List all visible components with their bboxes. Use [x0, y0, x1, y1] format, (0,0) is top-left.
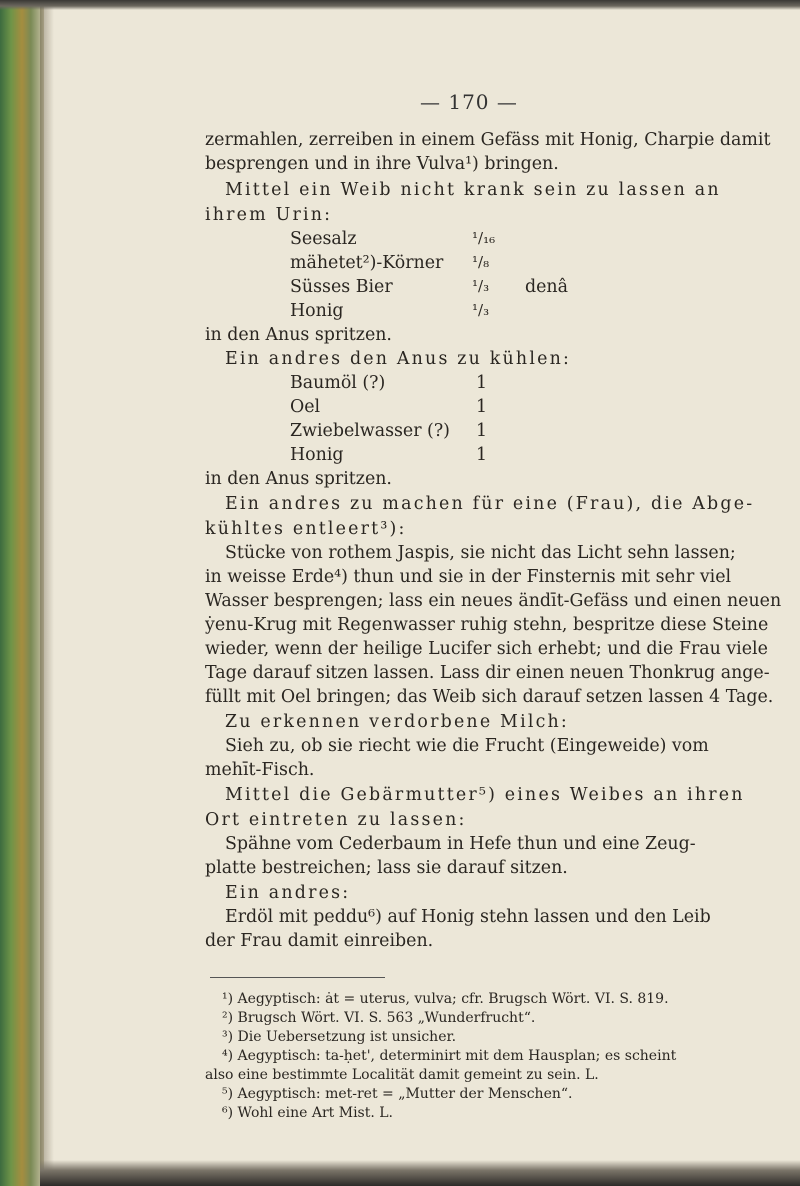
ingredient-name: Süsses Bier — [290, 277, 393, 297]
text-line: zermahlen, zerreiben in einem Gefäss mit Honig, Charpie damit — [205, 130, 771, 150]
ingredient-name: Honig — [290, 301, 344, 321]
text-line: füllt mit Oel bringen; das Weib sich darauf setzen lassen 4 Tage. — [205, 687, 774, 707]
recipe-heading: Mittel ein Weib nicht krank sein zu lassen an — [225, 180, 721, 200]
footnote: ³) Die Uebersetzung ist unsicher. — [222, 1029, 457, 1045]
ingredient-qty: ¹/₃ — [472, 277, 490, 295]
ingredient-qty: 1 — [476, 397, 488, 417]
ingredient-name: Zwiebelwasser (?) — [290, 421, 450, 441]
recipe-heading: Mittel die Gebärmutter⁵) eines Weibes an ihren — [225, 785, 745, 805]
ingredient-name: Baumöl (?) — [290, 373, 386, 393]
text-line: besprengen und in ihre Vulva¹) bringen. — [205, 154, 559, 174]
ingredient-qty: ¹/₈ — [472, 253, 490, 271]
text-line: in den Anus spritzen. — [205, 469, 392, 489]
recipe-heading: Zu erkennen verdorbene Milch: — [225, 712, 569, 732]
text-line: Erdöl mit peddu⁶) auf Honig stehn lassen und den Leib — [225, 907, 711, 927]
ingredient-qty: 1 — [476, 373, 488, 393]
ingredient-name: Oel — [290, 397, 321, 417]
text-line: Sieh zu, ob sie riecht wie die Frucht (Eingeweide) vom — [225, 736, 709, 756]
ingredient-name: Seesalz — [290, 229, 357, 249]
footnote: ⁴) Aegyptisch: ta-ḥet', determinirt mit dem Hausplan; es scheint — [222, 1048, 677, 1064]
text-line: in weisse Erde⁴) thun und sie in der Finsternis mit sehr viel — [205, 567, 732, 587]
text-line: wieder, wenn der heilige Lucifer sich erhebt; und die Frau viele — [205, 639, 768, 659]
text-line: mehīt-Fisch. — [205, 760, 315, 780]
footnote: ⁵) Aegyptisch: met-ret = „Mutter der Menschen“. — [222, 1086, 573, 1102]
text-line: ẏenu-Krug mit Regenwasser ruhig stehn, bespritze diese Steine — [205, 615, 769, 635]
text-line: Wasser besprengen; lass ein neues ändīt-Gefäss und einen neuen — [205, 591, 782, 611]
recipe-heading: Ein andres zu machen für eine (Frau), die Abge- — [225, 494, 755, 514]
text-line: platte bestreichen; lass sie darauf sitzen. — [205, 858, 568, 878]
text-line: Spähne vom Cederbaum in Hefe thun und eine Zeug- — [225, 834, 696, 854]
page-number: — 170 — — [420, 90, 518, 114]
ingredient-note: denâ — [525, 277, 568, 297]
footnote-divider — [210, 977, 385, 978]
footnote: ²) Brugsch Wört. VI. S. 563 „Wunderfrucht“. — [222, 1010, 536, 1026]
ingredient-name: mähetet²)-Körner — [290, 253, 444, 273]
recipe-heading: Ein andres den Anus zu kühlen: — [225, 349, 572, 369]
recipe-heading: Ein andres: — [225, 883, 351, 903]
text-line: der Frau damit einreiben. — [205, 931, 434, 951]
text-line: Tage darauf sitzen lassen. Lass dir einen neuen Thonkrug ange- — [205, 663, 770, 683]
ingredient-qty: ¹/₁₆ — [472, 229, 496, 247]
text-line: Stücke von rothem Jaspis, sie nicht das Licht sehn lassen; — [225, 543, 736, 563]
ingredient-qty: ¹/₃ — [472, 301, 490, 319]
recipe-heading: Ort eintreten zu lassen: — [205, 810, 467, 830]
recipe-heading: ihrem Urin: — [205, 205, 333, 225]
text-line: in den Anus spritzen. — [205, 325, 392, 345]
bottom-edge-shadow — [40, 1160, 800, 1186]
footnote: also eine bestimmte Localität damit gemeint zu sein. L. — [205, 1067, 599, 1083]
ingredient-qty: 1 — [476, 445, 488, 465]
footnote: ¹) Aegyptisch: ȧt = uterus, vulva; cfr. Brugsch Wört. VI. S. 819. — [222, 991, 669, 1007]
ingredient-name: Honig — [290, 445, 344, 465]
footnote: ⁶) Wohl eine Art Mist. L. — [222, 1105, 394, 1121]
recipe-heading: kühltes entleert³): — [205, 519, 407, 539]
book-spine — [0, 0, 44, 1186]
ingredient-qty: 1 — [476, 421, 488, 441]
top-edge-shadow — [0, 0, 800, 10]
